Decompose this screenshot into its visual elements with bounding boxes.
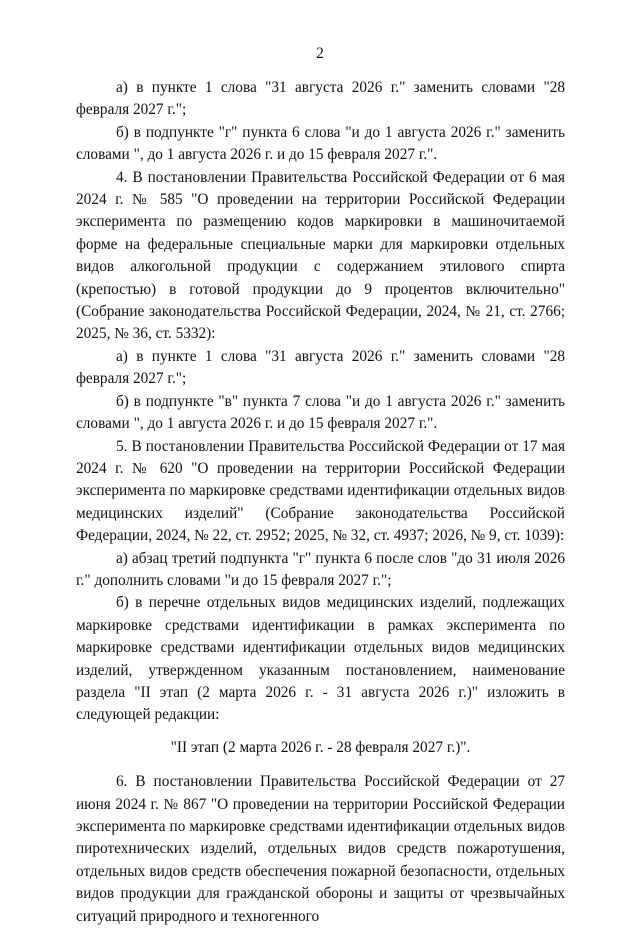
- document-body: [76, 77, 565, 928]
- paragraph-item-5b: б) в перечне отдельных видов медицинских изделий, подлежащих маркировке средствами идентификации в рамках эксперимента по маркировке средствами идентификации отдельных видов медицинских изделий, утвержденном указанным постановлением, наименование раздела "II этап (2 марта 2026 г. - 31 августа 2026 г.)" изложить в следующей редакции:: [76, 594, 565, 724]
- paragraph-item-6: 6. В постановлении Правительства Российской Федерации от 27 июня 2024 г. № 867 "О проведении на территории Российской Федерации эксперимента по маркировке средствами идентификации отдельных видов пиротехнических изделий, отдельных видов средств пожаротушения, отдельных видов средств обеспечения пожарной безопасности, отдельных видов продукции для гражданской обороны и защиты от чрезвычайных ситуаций природного и техногенного: [76, 773, 565, 925]
- paragraph-4b-prev: б) в подпункте "г" пункта 6 слова "и до 1 августа 2026 г." заменить словами ", до 1 августа 2026 г. и до 15 февраля 2027 г.".: [76, 123, 565, 164]
- paragraph-item-4b: б) в подпункте "в" пункта 7 слова "и до 1 августа 2026 г." заменить словами ", до 1 августа 2026 г. и до 15 февраля 2027 г.".: [76, 392, 565, 433]
- paragraph-item-4: 4. В постановлении Правительства Российской Федерации от 6 мая 2024 г. № 585 "О проведении на территории Российской Федерации эксперимента по размещению кодов маркировки в машиночитаемой форме на федеральные специальные марки для маркировки отдельных видов алкогольной продукции с содержанием этилового спирта (крепостью) в готовой продукции до 9 процентов включительно" (Собрание законодательства Российской Федерации, 2024, № 21, ст. 2766; 2025, № 36, ст. 5332):: [76, 168, 565, 343]
- paragraph-item-5: 5. В постановлении Правительства Российской Федерации от 17 мая 2024 г. № 620 "О проведении на территории Российской Федерации эксперимента по маркировке средствами идентификации отдельных видов медицинских изделий" (Собрание законодательства Российской Федерации, 2024, № 22, ст. 2952; 2025, № 32, ст. 4937; 2026, № 9, ст. 1039):: [76, 437, 565, 545]
- page-number: 2: [316, 45, 324, 62]
- paragraph-item-5a: а) абзац третий подпункта "г" пункта 6 после слов "до 31 июля 2026 г." дополнить словами "и до 15 февраля 2027 г.";: [76, 549, 565, 589]
- paragraph-item-4a: а) в пункте 1 слова "31 августа 2026 г." заменить словами "28 февраля 2027 г.";: [76, 347, 565, 388]
- paragraph-4a-prev: а) в пункте 1 слова "31 августа 2026 г." заменить словами "28 февраля 2027 г.";: [76, 79, 565, 119]
- quoted-section-title: "II этап (2 марта 2026 г. - 28 февраля 2027 г.)".: [170, 738, 471, 756]
